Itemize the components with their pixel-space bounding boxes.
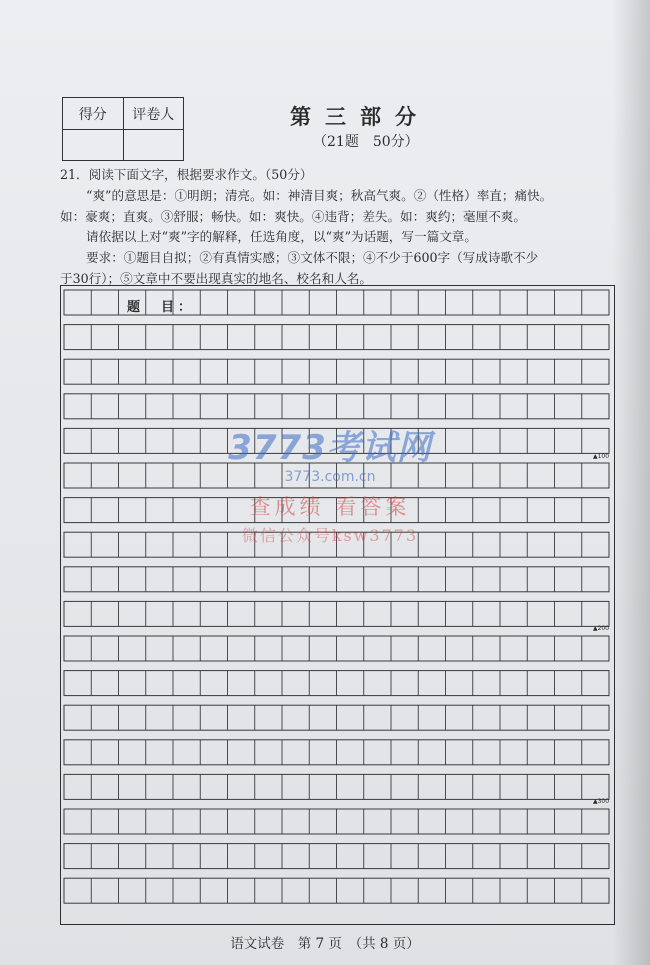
question-line: 要求：①题目自拟；②有真情实感；③文体不限；④不少于600字（写成诗歌不少 <box>86 250 539 266</box>
watermark-wechat: 微信公众号ksw3773 <box>241 526 419 545</box>
grid-row <box>64 809 609 834</box>
watermark <box>210 420 450 546</box>
watermark-logo: 3773考试网 <box>228 428 432 468</box>
grid-row <box>64 567 609 592</box>
grid-row <box>64 878 609 903</box>
grid-row <box>64 844 609 869</box>
question-line: 21．阅读下面文字，根据要求作文。（50分） <box>60 167 313 182</box>
grid-row <box>64 325 609 350</box>
grid-row <box>64 705 609 730</box>
section-subtitle: （21题 50分） <box>313 134 419 150</box>
grid-row <box>64 394 609 419</box>
grid-row <box>64 774 609 799</box>
score-label: 得分 <box>78 106 107 123</box>
grid-row <box>64 671 609 696</box>
page-footer: 语文试卷 第 7 页 （共 8 页） <box>230 936 420 952</box>
grader-label: 评卷人 <box>123 98 184 129</box>
grid-row <box>64 601 609 626</box>
question-line: 于30行）；⑤文章中不要出现真实的地名、校名和人名。 <box>60 270 372 286</box>
word-count-mark-200: ▲200 <box>593 625 610 632</box>
watermark-slogan: 查成绩 看答案 <box>249 495 411 519</box>
question-line: 请依据以上对“爽”字的解释，任选角度，以“爽”为话题，写一篇文章。 <box>86 229 477 245</box>
grid-row <box>64 636 609 661</box>
word-count-mark-300: ▲300 <box>593 798 610 805</box>
grid-row <box>64 740 609 765</box>
word-count-mark-100: ▲100 <box>593 453 610 460</box>
section-title: 第三部分 <box>290 104 430 129</box>
essay-title-label: 题 目： <box>127 300 196 315</box>
question-line: “爽”的意思是：①明朗；清亮。如：神清目爽；秋高气爽。②（性格）率直；痛快。 <box>86 187 553 203</box>
grid-row <box>64 359 609 384</box>
question-line: 如：豪爽；直爽。③舒服；畅快。如：爽快。④违背；差失。如：爽约；毫厘不爽。 <box>60 208 526 224</box>
watermark-url: 3773.com.cn <box>284 469 376 485</box>
